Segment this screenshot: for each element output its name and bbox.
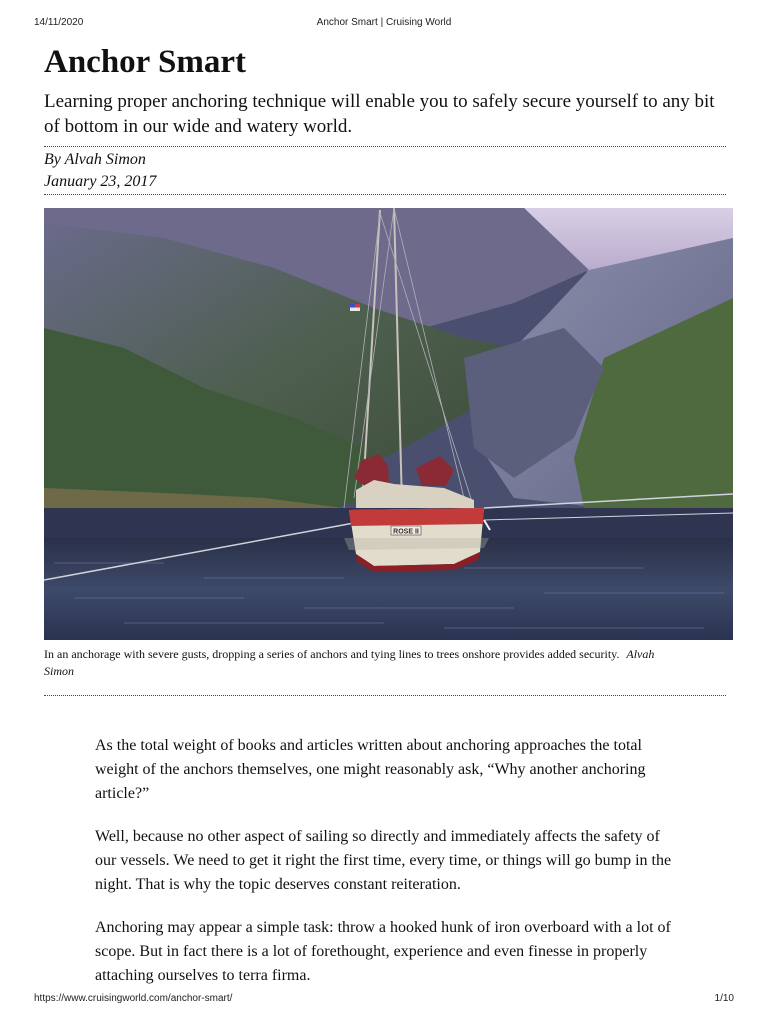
article-photo	[44, 208, 733, 640]
paragraph: Anchoring may appear a simple task: throw a hooked hunk of iron overboard with a lot of scope. But in fact there is a lot of forethought, experience and even finesse in properly attaching ourselves to terra firma.	[95, 919, 671, 984]
photo-caption	[44, 646, 684, 680]
paragraph: Well, because no other aspect of sailing so directly and immediately affects the safety of our vessels. We need to get it right the first time, every time, or things will go bump in the night. That is why the topic deserves constant reiteration.	[95, 828, 672, 893]
article-subtitle: Learning proper anchoring technique will enable you to safely secure yourself to any bit of bottom in our wide and watery world.	[44, 91, 715, 137]
page-url: https://www.cruisingworld.com/anchor-smart/	[34, 993, 233, 1004]
article-title: Anchor Smart	[44, 44, 246, 80]
divider	[44, 146, 726, 147]
photo-credit: Alvah Simon	[44, 647, 655, 678]
print-page-title: Anchor Smart | Cruising World	[316, 17, 452, 28]
author-byline: By Alvah Simon	[44, 151, 146, 168]
caption-text: In an anchorage with severe gusts, dropping a series of anchors and tying lines to trees onshore provides added security.	[44, 647, 620, 661]
print-date: 14/11/2020	[34, 17, 84, 28]
divider	[44, 695, 726, 696]
paragraph: As the total weight of books and articles written about anchoring approaches the total weight of the anchors themselves, one might reasonably ask, “Why another anchoring article?”	[95, 737, 646, 802]
boat-name: ROSE II	[393, 528, 419, 536]
page-number: 1/10	[714, 993, 734, 1004]
publish-date: January 23, 2017	[44, 173, 157, 190]
print-footer	[34, 993, 734, 1007]
sailboat-anchorage-image	[44, 208, 733, 640]
divider	[44, 194, 726, 195]
print-header	[34, 17, 734, 31]
